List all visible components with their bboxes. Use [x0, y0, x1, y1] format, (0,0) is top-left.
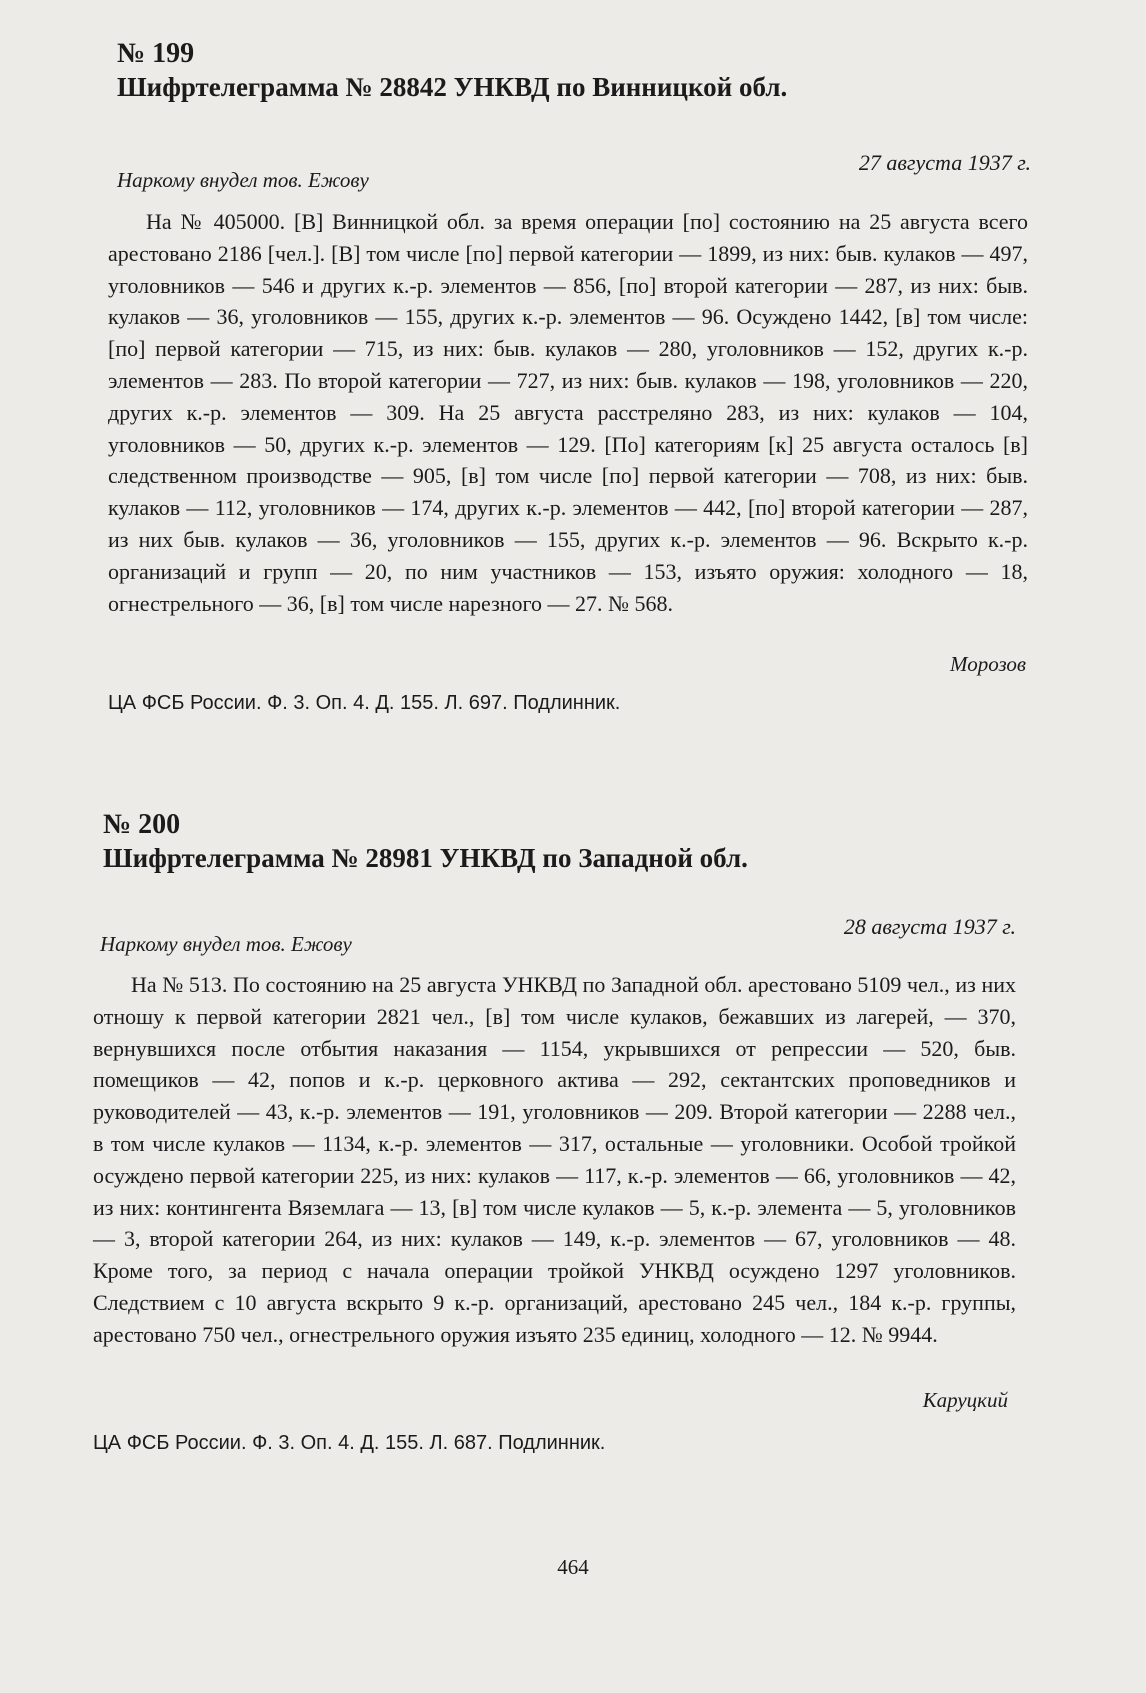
page-number: 464: [557, 1555, 589, 1579]
addressee: Наркому внудел тов. Ежову: [117, 168, 369, 192]
document-title: Шифртелеграмма № 28981 УНКВД по Западной обл.: [103, 843, 748, 873]
document-199: [117, 38, 1032, 104]
document-body: На № 405000. [В] Винницкой обл. за время операции [по] состоянию на 25 августа всего арестовано 2186 [чел.]. [В] том числе [по] первой категории — 1899, из них: быв. кулаков — 497, уголовников — 546 и других к.-р. элементов — 856, [по] второй категории — 287, из них: быв. кулаков — 36, уголовников — 155, других к.-р. элементов — 96. Осуждено 1442, [в] том числе: [по] первой категории — 715, из них: быв. кулаков — 280, уголовников — 152, других к.-р. элементов — 283. По второй категории — 727, из них: быв. кулаков — 198, уголовников — 220, других к.-р. элементов — 309. На 25 августа расстреляно 283, из них: кулаков — 104, уголовников — 50, других к.-р. элементов — 129. [По] категориям [к] 25 августа осталось [в] следственном производстве — 905, [в] том числе [по] первой категории — 708, из них: быв. кулаков — 112, уголовников — 174, других к.-р. элементов — 442, [по] второй категории — 287, из них быв. кулаков — 36, уголовников — 155, других к.-р. элементов — 96. Вскрыто к.-р. организаций и групп — 20, по ним участников — 153, изъято оружия: холодного — 18, огнестрельного — 36, [в] том числе нарезного — 27. № 568.: [108, 209, 1028, 616]
signature: Каруцкий: [922, 1388, 1008, 1412]
document-number: № 200: [103, 809, 181, 840]
document-date: 28 августа 1937 г.: [843, 914, 1016, 939]
document-body: На № 513. По состоянию на 25 августа УНКВД по Западной обл. арестовано 5109 чел., из них отношу к первой категории 2821 чел., [в] том числе кулаков, бежавших из лагерей, — 370, вернувшихся после отбытия наказания — 1154, укрывшихся от репрессии — 520, быв. помещиков — 42, попов и к.-р. церковного актива — 292, сектантских проповедников и руководителей — 43, к.-р. элементов — 191, уголовников — 209. Второй категории — 2288 чел., в том числе кулаков — 1134, к.-р. элементов — 317, остальные — уголовники. Особой тройкой осуждено первой категории 225, из них: кулаков — 117, к.-р. элементов — 66, уголовников — 42, из них: контингента Вяземлага — 13, [в] том числе кулаков — 5, к.-р. элемента — 5, уголовников — 3, второй категории 264, из них: кулаков — 149, к.-р. элементов — 67, уголовников — 48. Кроме того, за период с начала операции тройкой УНКВД осуждено 1297 уголовников. Следствием с 10 августа вскрыто 9 к.-р. организаций, арестовано 245 чел., 184 к.-р. группы, арестовано 750 чел., огнестрельного оружия изъято 235 единиц, холодного — 12. № 9944.: [93, 972, 1016, 1347]
document-200: [103, 809, 1018, 875]
archive-source: ЦА ФСБ России. Ф. 3. Оп. 4. Д. 155. Л. 687. Подлинник.: [93, 1432, 606, 1454]
document-number: № 199: [117, 38, 195, 69]
document-title: Шифртелеграмма № 28842 УНКВД по Винницкой обл.: [117, 72, 788, 102]
signature: Морозов: [950, 652, 1026, 676]
addressee: Наркому внудел тов. Ежову: [100, 932, 352, 956]
archive-source: ЦА ФСБ России. Ф. 3. Оп. 4. Д. 155. Л. 697. Подлинник.: [108, 692, 621, 714]
document-date: 27 августа 1937 г.: [858, 150, 1031, 175]
